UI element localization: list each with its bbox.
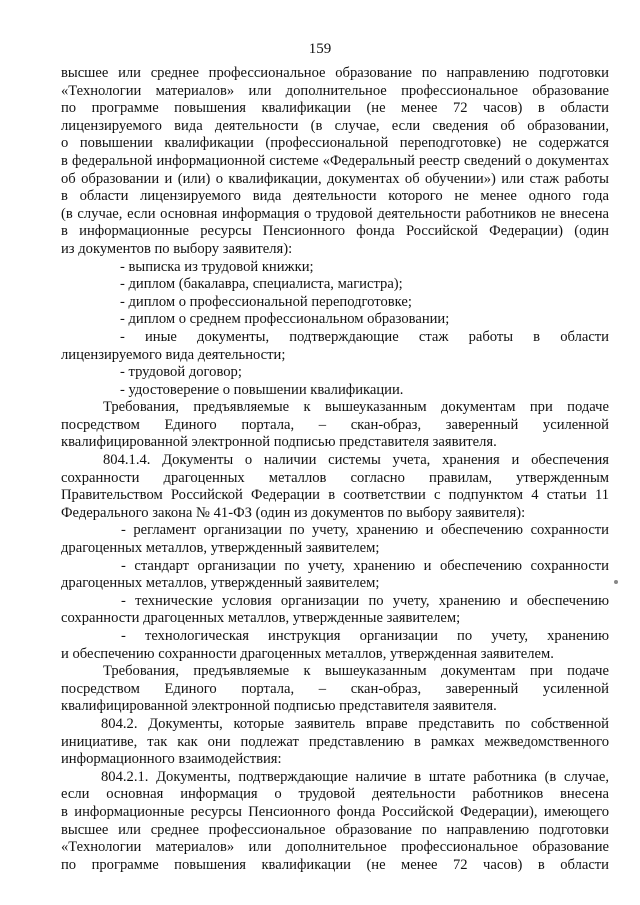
text-line: в информационные ресурсы Пенсионного фонда Российской Федерации), имеющего [61, 803, 609, 820]
text-line: об образовании и (или) о квалификации, документах об обучении») или стаж работы [61, 170, 609, 187]
text-line: «Технологии материалов» или дополнительное профессиональное образование [61, 82, 609, 99]
text-line: и обеспечению сохранности драгоценных металлов, утвержденная заявителем. [61, 645, 554, 662]
text-line: высшее или среднее профессиональное образование по направлению подготовки [61, 65, 609, 81]
text-line: - удостоверение о повышении квалификации. [120, 381, 404, 398]
scan-mark [614, 580, 618, 584]
text-line: лицензируемого вида деятельности; [61, 346, 286, 363]
text-line: - стандарт организации по учету, хранению и обеспечению сохранности [121, 557, 609, 574]
text-line: в области лицензируемого вида деятельности которого не менее одного года [61, 188, 609, 205]
text-line: - диплом о профессиональной переподготовке; [120, 293, 412, 310]
text-line: - технологическая инструкция организации по учету, хранению [121, 628, 609, 644]
text-line: высшее или среднее профессиональное образование по направлению подготовки [61, 821, 609, 838]
text-line: квалифицированной электронной подписью представителя заявителя. [61, 698, 497, 715]
text-line: 804.2. Документы, которые заявитель вправе представить по собственной [101, 715, 609, 732]
text-line: посредством Единого портала, – скан-образ, заверенный усиленной [61, 416, 609, 433]
text-line: драгоценных металлов, утвержденный заявителем; [61, 575, 380, 592]
text-line: Федерального закона № 41-ФЗ (один из документов по выбору заявителя): [61, 504, 526, 521]
text-line: - иные документы, подтверждающие стаж работы в области [120, 328, 609, 345]
text-line: квалифицированной электронной подписью представителя заявителя. [61, 434, 497, 451]
text-line: Требования, предъявляемые к вышеуказанным документам при подаче [103, 663, 609, 680]
text-line: - диплом о среднем профессиональном образовании; [120, 311, 450, 328]
text-line: лицензируемого вида деятельности (в случае, если сведения об образовании, [61, 117, 609, 134]
text-line: - технические условия организации по учету, хранению и обеспечению [121, 592, 609, 609]
page-number: 159 [308, 41, 332, 57]
text-line: посредством Единого портала, – скан-образ, заверенный усиленной [61, 680, 609, 697]
text-line: - диплом (бакалавра, специалиста, магистра); [120, 276, 403, 293]
text-line: «Технологии материалов» или дополнительное профессиональное образование [61, 839, 609, 856]
text-line: драгоценных металлов, утвержденный заявителем; [61, 540, 380, 557]
text-line: Правительством Российской Федерации в соответствии с подпунктом 4 статьи 11 [61, 487, 609, 504]
text-line: по программе повышения квалификации (не менее 72 часов) в области [61, 856, 609, 873]
text-line: - регламент организации по учету, хранению и обеспечению сохранности [121, 522, 609, 539]
text-line: 804.1.4. Документы о наличии системы учета, хранения и обеспечения [103, 452, 609, 469]
text-line: - трудовой договор; [120, 364, 242, 381]
text-line: в федеральной информационной системе «Федеральный реестр сведений о документах [61, 152, 609, 169]
text-line: из документов по выбору заявителя): [61, 240, 293, 257]
text-line: 804.2.1. Документы, подтверждающие наличие в штате работника (в случае, [101, 768, 609, 785]
text-line: в информационные ресурсы Пенсионного фонда Российской Федерации) (один [61, 223, 609, 240]
text-line: информационного взаимодействия: [61, 751, 282, 768]
text-line: инициативе, так как они подлежат представлению в рамках межведомственного [61, 733, 609, 750]
text-line: (в случае, если основная информация о трудовой деятельности работников не внесена [61, 205, 609, 222]
text-line: по программе повышения квалификации (не менее 72 часов) в области [61, 100, 609, 117]
text-line: сохранности драгоценных металлов согласно правилам, утвержденным [61, 469, 609, 486]
document-body [61, 65, 609, 874]
text-line: Требования, предъявляемые к вышеуказанным документам при подаче [103, 399, 609, 416]
text-line: сохранности драгоценных металлов, утвержденные заявителем; [61, 610, 461, 627]
text-line: о повышении квалификации (профессиональной переподготовке) не содержатся [61, 135, 609, 152]
text-line: если основная информация о трудовой деятельности работников внесена [61, 786, 609, 803]
text-line: - выписка из трудовой книжки; [120, 258, 314, 275]
